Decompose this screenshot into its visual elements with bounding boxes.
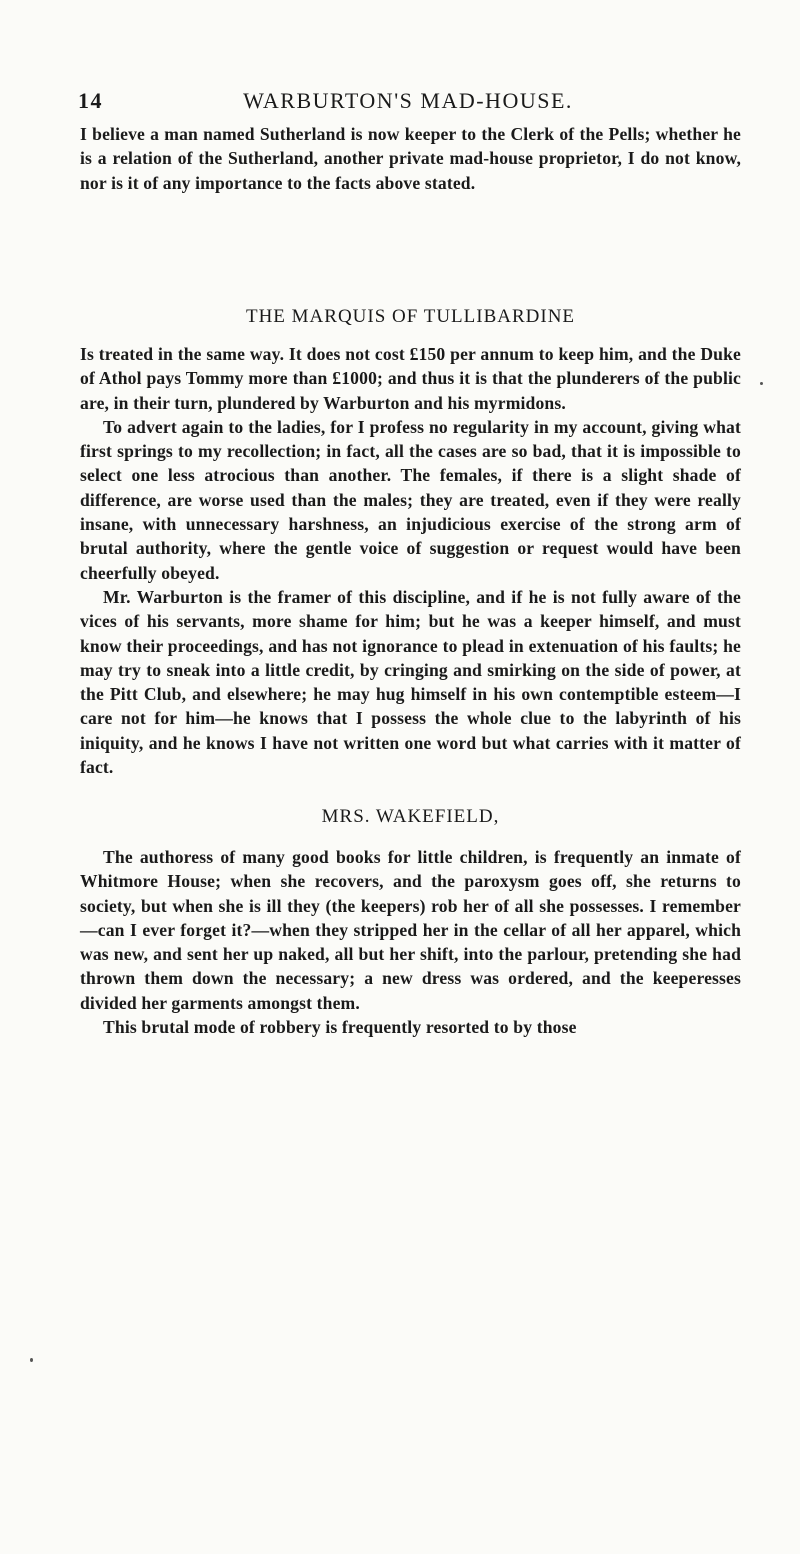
paragraph: Mr. Warburton is the framer of this discipline, and if he is not fully aware of the vices of his servants, more shame for him; but he was a keeper himself, and must know their proceedings, and has not ignorance to plead in extenuation of his faults; he may try to sneak into a little credit, by cringing and smirking on the side of power, at the Pitt Club, and elsewhere; he may hug himself in his own contemptible esteem—I care not for him—he knows that I possess the whole clue to the labyrinth of his iniquity, and he knows I have not written one word but what carries with it matter of fact. bbox=[80, 586, 741, 778]
paragraph: The authoress of many good books for little children, is frequently an inmate of Whitmore House; when she recovers, and the paroxysm goes off, she returns to society, but when she is ill they (the keepers) rob her of all she possesses. I remember—can I ever forget it?—when they stripped her in the cellar of all her apparel, which was new, and sent her up naked, all but her shift, into the parlour, pretending she had thrown them down the necessary; a new dress was ordered, and the keeperesses divided her garments amongst them. bbox=[80, 847, 741, 1013]
wakefield-section-body bbox=[80, 845, 741, 1039]
marquis-section-body bbox=[80, 342, 741, 779]
intro-paragraph: I believe a man named Sutherland is now keeper to the Clerk of the Pells; whether he is a relation of the Sutherland, another private mad-house proprietor, I do not know, nor is it of any importance to the facts above stated. bbox=[80, 124, 741, 193]
ink-speck bbox=[30, 1358, 33, 1362]
ink-speck bbox=[760, 382, 763, 385]
running-head bbox=[78, 88, 738, 118]
section-heading-wakefield: MRS. WAKEFIELD, bbox=[321, 806, 500, 827]
paragraph: To advert again to the ladies, for I profess no regularity in my account, giving what first springs to my recollection; in fact, all the cases are so bad, that it is impossible to select one less atrocious than another. The females, if there is a slight shade of difference, are worse used than the males; they are treated, even if they were really insane, with unnecessary harshness, an injudicious exercise of the strong arm of brutal authority, where the gentle voice of suggestion or request would have been cheerfully obeyed. bbox=[80, 416, 741, 583]
running-title: WARBURTON'S MAD-HOUSE. bbox=[243, 88, 573, 113]
intro-block bbox=[80, 122, 741, 195]
paragraph: Is treated in the same way. It does not cost £150 per annum to keep him, and the Duke of Athol pays Tommy more than £1000; and thus it is that the plunderers of the public are, in their turn, plundered by Warburton and his myrmidons. bbox=[80, 344, 741, 413]
paragraph: This brutal mode of robbery is frequently resorted to by those bbox=[103, 1017, 577, 1038]
page-number: 14 bbox=[78, 88, 103, 113]
section-heading-marquis: THE MARQUIS OF TULLIBARDINE bbox=[245, 306, 576, 327]
